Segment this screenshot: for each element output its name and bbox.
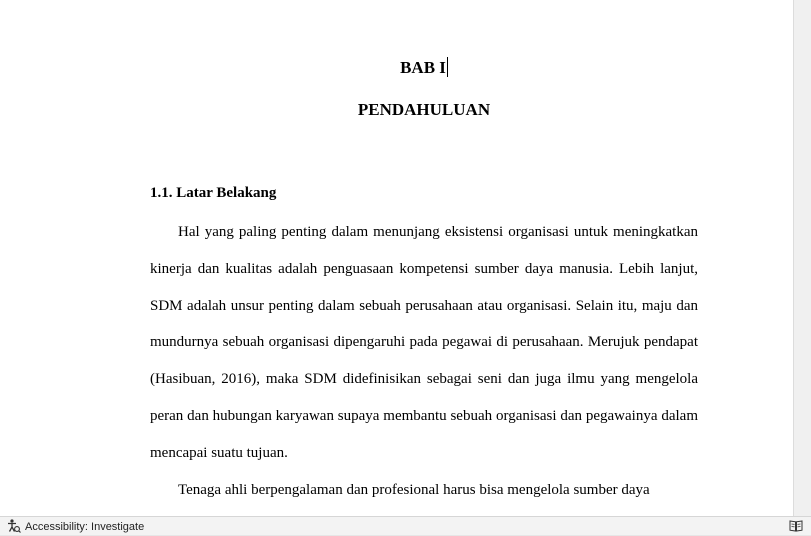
accessibility-checker-button[interactable] — [6, 519, 144, 534]
vertical-scrollbar[interactable] — [793, 0, 811, 516]
chapter-number — [0, 57, 793, 78]
chapter-number-text: BAB I — [400, 58, 446, 77]
body-paragraph: Hal yang paling penting dalam menunjang eksistensi organisasi untuk meningkatkan kinerja dan kualitas adalah penguasaan kompetensi sumber daya manusia. Lebih lanjut, SDM adalah unsur penting dalam sebuah perusahaan atau organisasi. Selain itu, maju dan mundurnya sebuah organisasi dipengaruhi pada pegawai di perusahaan. Merujuk pendapat (Hasibuan, 2016), maka SDM didefinisikan sebagai seni dan juga ilmu yang mengelola peran dan hubungan karyawan supaya membantu sebuah organisasi dan pegawainya dalam mencapai suatu tujuan. — [150, 224, 698, 461]
body-paragraph: Tenaga ahli berpengalaman dan profesional harus bisa mengelola sumber daya — [178, 482, 650, 498]
text-cursor — [447, 57, 448, 77]
chapter-title: PENDAHULUAN — [357, 100, 491, 119]
read-mode-icon — [789, 519, 803, 535]
section-heading: 1.1. Latar Belakang — [150, 185, 277, 201]
read-mode-button[interactable] — [789, 519, 803, 534]
status-bar — [0, 516, 811, 535]
accessibility-icon — [6, 518, 21, 536]
accessibility-label: Accessibility: Investigate — [25, 520, 145, 533]
